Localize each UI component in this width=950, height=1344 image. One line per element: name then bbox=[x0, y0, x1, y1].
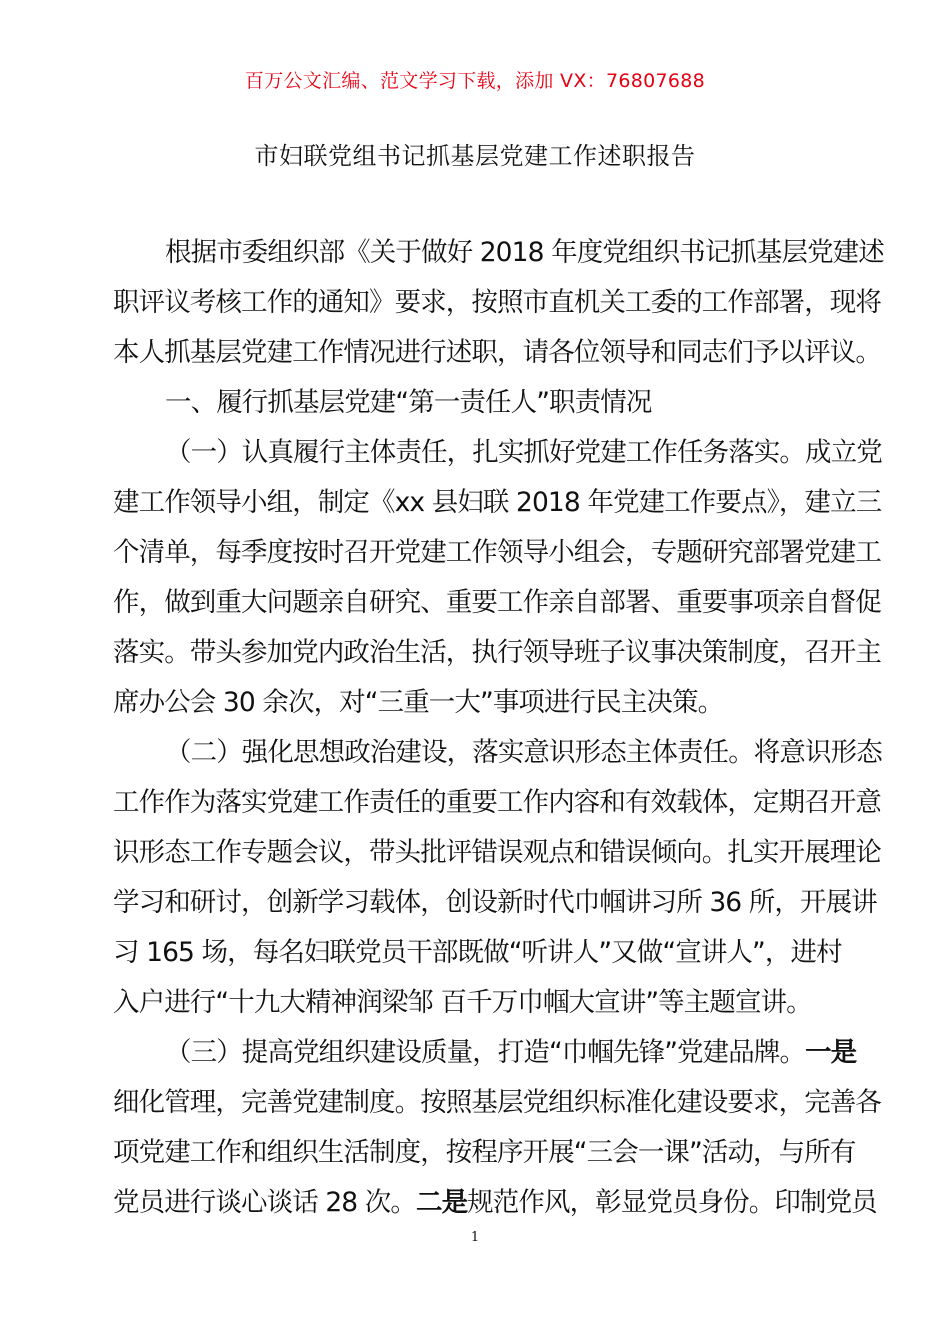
section-heading: 一、履行抓基层党建“第一责任人”职责情况 bbox=[165, 387, 652, 418]
page-number: 1 bbox=[470, 1230, 480, 1245]
paragraph-line: 席办公会 30 余次，对“三重一大”事项进行民主决策。 bbox=[113, 687, 724, 718]
paragraph-line: 落实。带头参加党内政治生活，执行领导班子议事决策制度，召开主 bbox=[113, 637, 881, 668]
paragraph-line: 作，做到重大问题亲自研究、重要工作亲自部署、重要事项亲自督促 bbox=[113, 587, 881, 618]
document-body bbox=[113, 228, 884, 1228]
paragraph-line: 识形态工作专题会议，带头批评错误观点和错误倾向。扎实开展理论 bbox=[113, 837, 881, 868]
paragraph-line: （二）强化思想政治建设，落实意识形态主体责任。将意识形态 bbox=[165, 737, 882, 768]
document-title: 市妇联党组书记抓基层党建工作述职报告 bbox=[254, 142, 696, 170]
paragraph-line: 职评议考核工作的通知》要求，按照市直机关工委的工作部署，现将 bbox=[113, 287, 881, 318]
promo-header: 百万公文汇编、范文学习下载，添加 VX：76807688 bbox=[244, 70, 706, 92]
paragraph-line: 本人抓基层党建工作情况进行述职，请各位领导和同志们予以评议。 bbox=[113, 337, 881, 368]
paragraph-line: 细化管理，完善党建制度。按照基层党组织标准化建设要求，完善各 bbox=[113, 1087, 881, 1118]
paragraph-line: 学习和研讨，创新学习载体，创设新时代巾帼讲习所 36 所，开展讲 bbox=[113, 887, 877, 918]
bold-marker: 一是 bbox=[805, 1037, 857, 1068]
paragraph-line bbox=[113, 1178, 877, 1228]
paragraph-line: 个清单，每季度按时召开党建工作领导小组会，专题研究部署党建工 bbox=[113, 537, 881, 568]
paragraph-line: （一）认真履行主体责任，扎实抓好党建工作任务落实。成立党 bbox=[165, 437, 882, 468]
paragraph-line: 根据市委组织部《关于做好 2018 年度党组织书记抓基层党建述 bbox=[165, 237, 884, 268]
paragraph-text: （三）提高党组织建设质量，打造“巾帼先锋”党建品牌。 bbox=[165, 1037, 806, 1068]
paragraph-line: 入户进行“十九大精神润梁邹 百千万巾帼大宣讲”等主题宣讲。 bbox=[113, 987, 812, 1018]
paragraph-line: 建工作领导小组，制定《xx 县妇联 2018 年党建工作要点》，建立三 bbox=[113, 487, 882, 518]
paragraph-line: 项党建工作和组织生活制度，按程序开展“三会一课”活动，与所有 bbox=[113, 1137, 856, 1168]
bold-marker: 二是 bbox=[415, 1187, 468, 1218]
paragraph-line bbox=[113, 1028, 857, 1078]
paragraph-text: 规范作风，彰显党员身份。印制党员 bbox=[467, 1187, 877, 1218]
paragraph-line: 工作作为落实党建工作责任的重要工作内容和有效载体，定期召开意 bbox=[113, 787, 881, 818]
paragraph-text: 党员进行谈心谈话 28 次。 bbox=[113, 1187, 416, 1218]
paragraph-line: 习 165 场，每名妇联党员干部既做“听讲人”又做“宣讲人”，进村 bbox=[113, 937, 842, 968]
